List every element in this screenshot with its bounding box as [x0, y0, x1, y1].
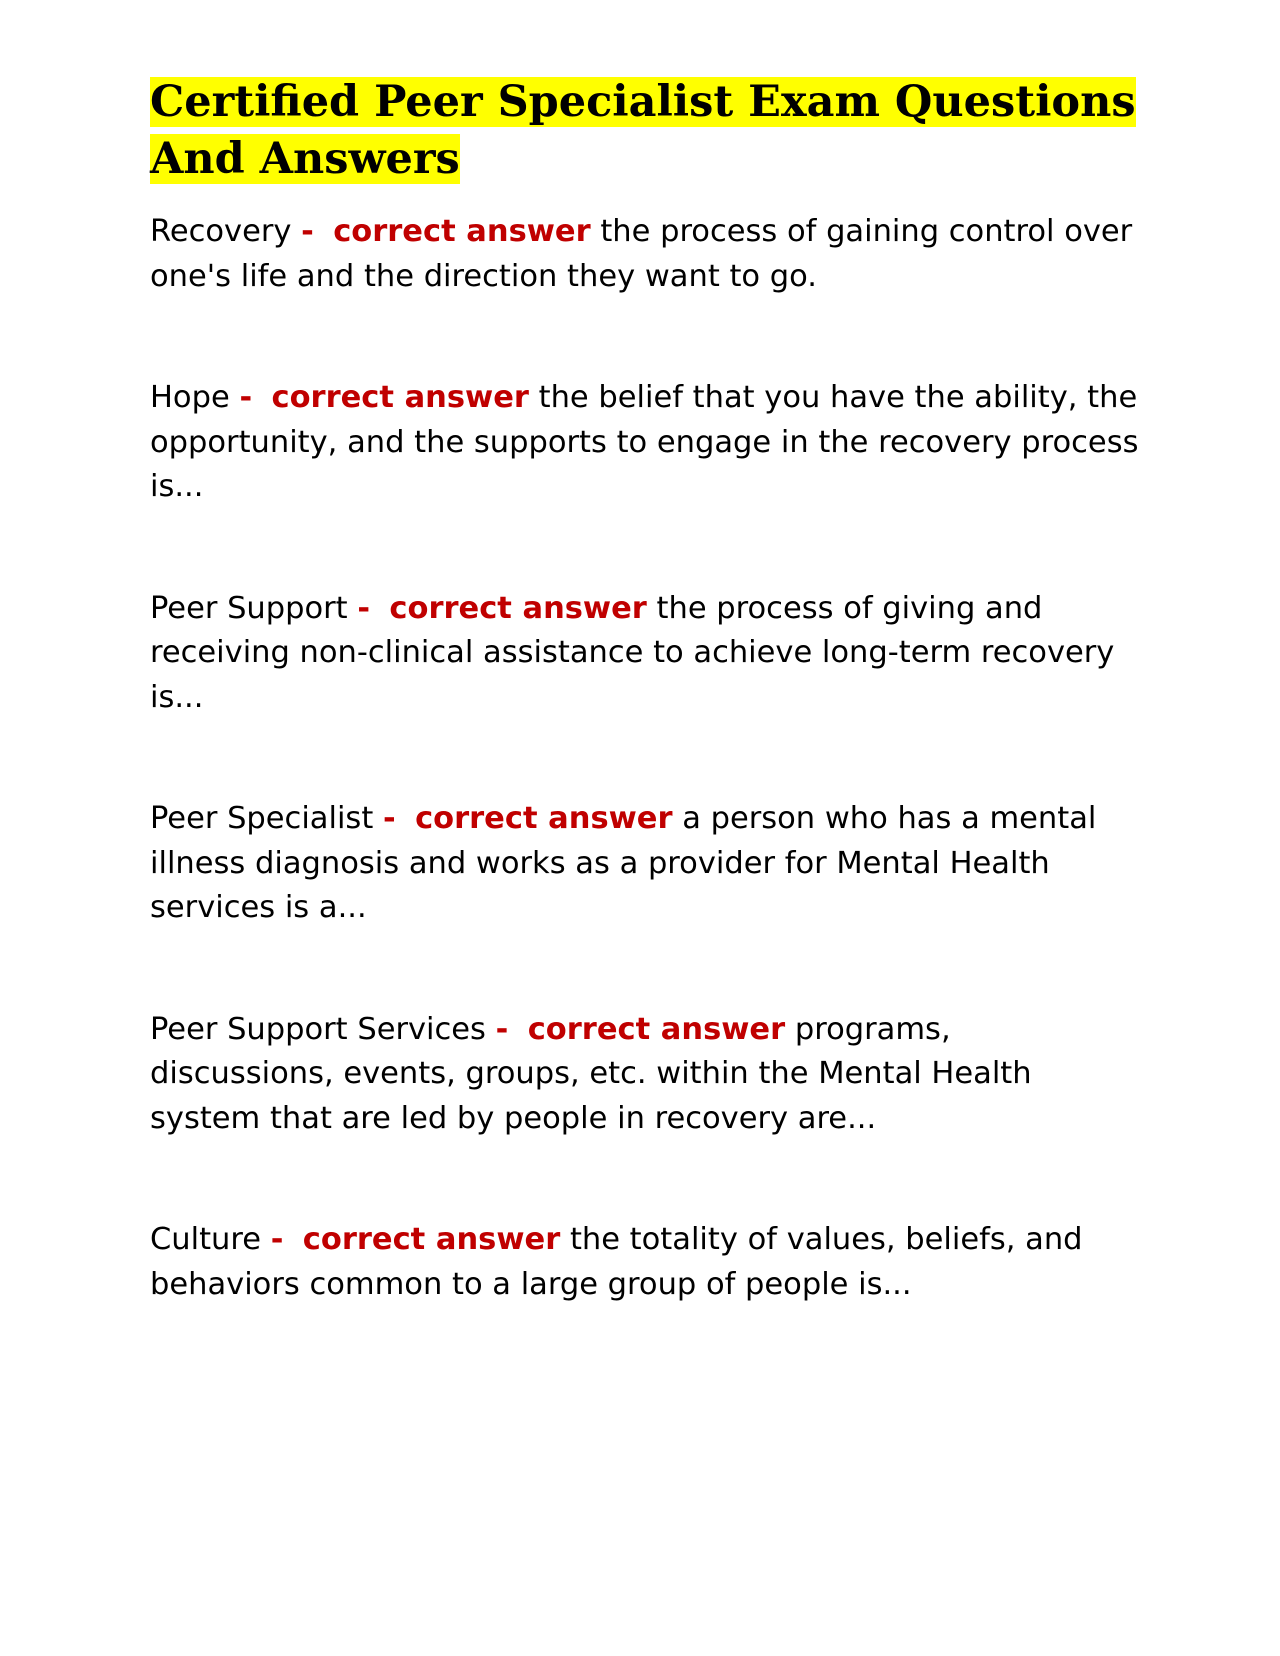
correct-answer-label: correct answer — [527, 1011, 786, 1047]
entry-definition: programs, discussions, events, groups, etc. within the Mental Health system that are led by people in recovery are... — [150, 1011, 1032, 1136]
qa-entry — [150, 587, 1140, 721]
qa-entry — [150, 1218, 1140, 1307]
entry-separator: - — [357, 590, 371, 626]
entry-definition: the belief that you have the ability, the opportunity, and the supports to engage in the recovery process is... — [150, 380, 1139, 504]
entry-term: Peer Specialist — [150, 801, 374, 836]
entry-separator: - — [270, 1222, 284, 1257]
entry-separator: - — [239, 380, 253, 415]
entry-term: Culture — [150, 1222, 262, 1257]
qa-entry — [150, 1008, 1140, 1142]
title-highlight: Certified Peer Specialist Exam Questions And Answers — [150, 77, 1136, 184]
entry-definition: a person who has a mental illness diagnosis and works as a provider for Mental Health services is a... — [150, 801, 1097, 925]
qa-entry — [150, 210, 1140, 299]
entry-definition: the process of gaining control over one's life and the direction they want to go. — [150, 214, 1133, 294]
correct-answer-label: correct answer — [302, 1222, 561, 1257]
qa-entry — [150, 797, 1140, 931]
entry-separator: - — [495, 1011, 509, 1047]
correct-answer-label: correct answer — [271, 380, 529, 415]
entry-separator: - — [383, 801, 396, 836]
entry-term: Peer Support Services — [150, 1011, 486, 1047]
correct-answer-label: correct answer — [389, 590, 647, 626]
document-title — [150, 74, 1140, 188]
entry-definition: the process of giving and receiving non-clinical assistance to achieve long-term recovery is... — [150, 590, 1115, 715]
entry-separator: - — [301, 214, 314, 249]
entry-term: Recovery — [150, 214, 292, 249]
document-page — [150, 74, 1140, 1384]
entry-term: Hope — [150, 380, 230, 415]
correct-answer-label: correct answer — [415, 801, 673, 836]
qa-list — [150, 210, 1140, 1307]
entry-term: Peer Support — [150, 590, 348, 626]
correct-answer-label: correct answer — [333, 214, 591, 249]
qa-entry — [150, 376, 1140, 510]
entry-definition: the totality of values, beliefs, and behaviors common to a large group of people is... — [150, 1222, 1083, 1302]
